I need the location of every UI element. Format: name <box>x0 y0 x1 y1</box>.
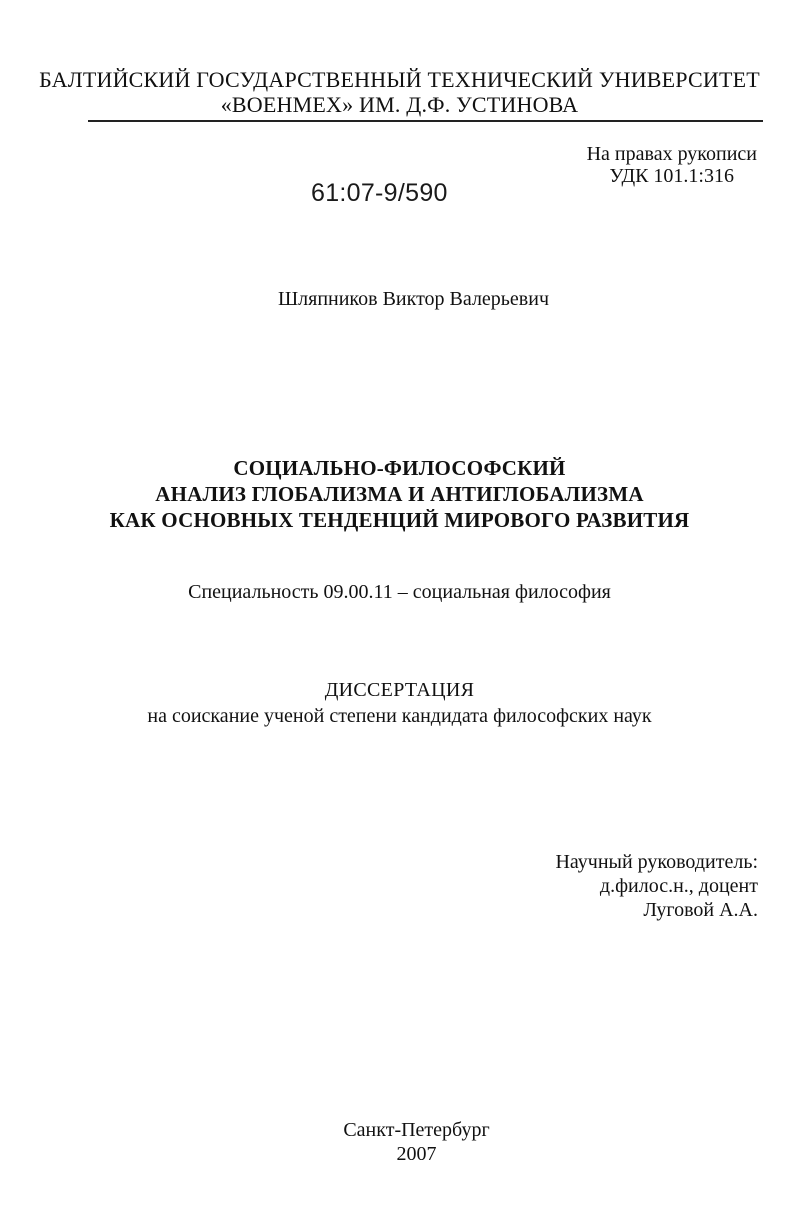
title-line-3: КАК ОСНОВНЫХ ТЕНДЕНЦИЙ МИРОВОГО РАЗВИТИЯ <box>109 508 690 532</box>
library-stamp-code: 61:07-9/590 <box>311 179 448 207</box>
city: Санкт-Петербург <box>343 1119 490 1141</box>
header-divider <box>88 120 763 122</box>
year: 2007 <box>396 1143 437 1165</box>
supervisor-name: Луговой А.А. <box>643 899 758 921</box>
title-line-2: АНАЛИЗ ГЛОБАЛИЗМА И АНТИГЛОБАЛИЗМА <box>155 482 644 506</box>
university-name: БАЛТИЙСКИЙ ГОСУДАРСТВЕННЫЙ ТЕХНИЧЕСКИЙ УНИВЕРСИТЕТ <box>39 67 760 92</box>
udk-code: УДК 101.1:316 <box>609 165 734 187</box>
specialty-text: Специальность 09.00.11 – социальная философия <box>188 581 611 603</box>
supervisor-degree: д.филос.н., доцент <box>599 875 758 897</box>
university-subname: «ВОЕНМЕХ» ИМ. Д.Ф. УСТИНОВА <box>220 92 579 117</box>
dissertation-label: ДИССЕРТАЦИЯ <box>324 679 475 701</box>
title-line-1: СОЦИАЛЬНО-ФИЛОСОФСКИЙ <box>233 456 566 480</box>
supervisor-label: Научный руководитель: <box>555 851 758 873</box>
dissertation-subtitle: на соискание ученой степени кандидата философских наук <box>147 705 652 727</box>
manuscript-rights: На правах рукописи <box>586 143 757 165</box>
author-name: Шляпников Виктор Валерьевич <box>277 288 550 310</box>
